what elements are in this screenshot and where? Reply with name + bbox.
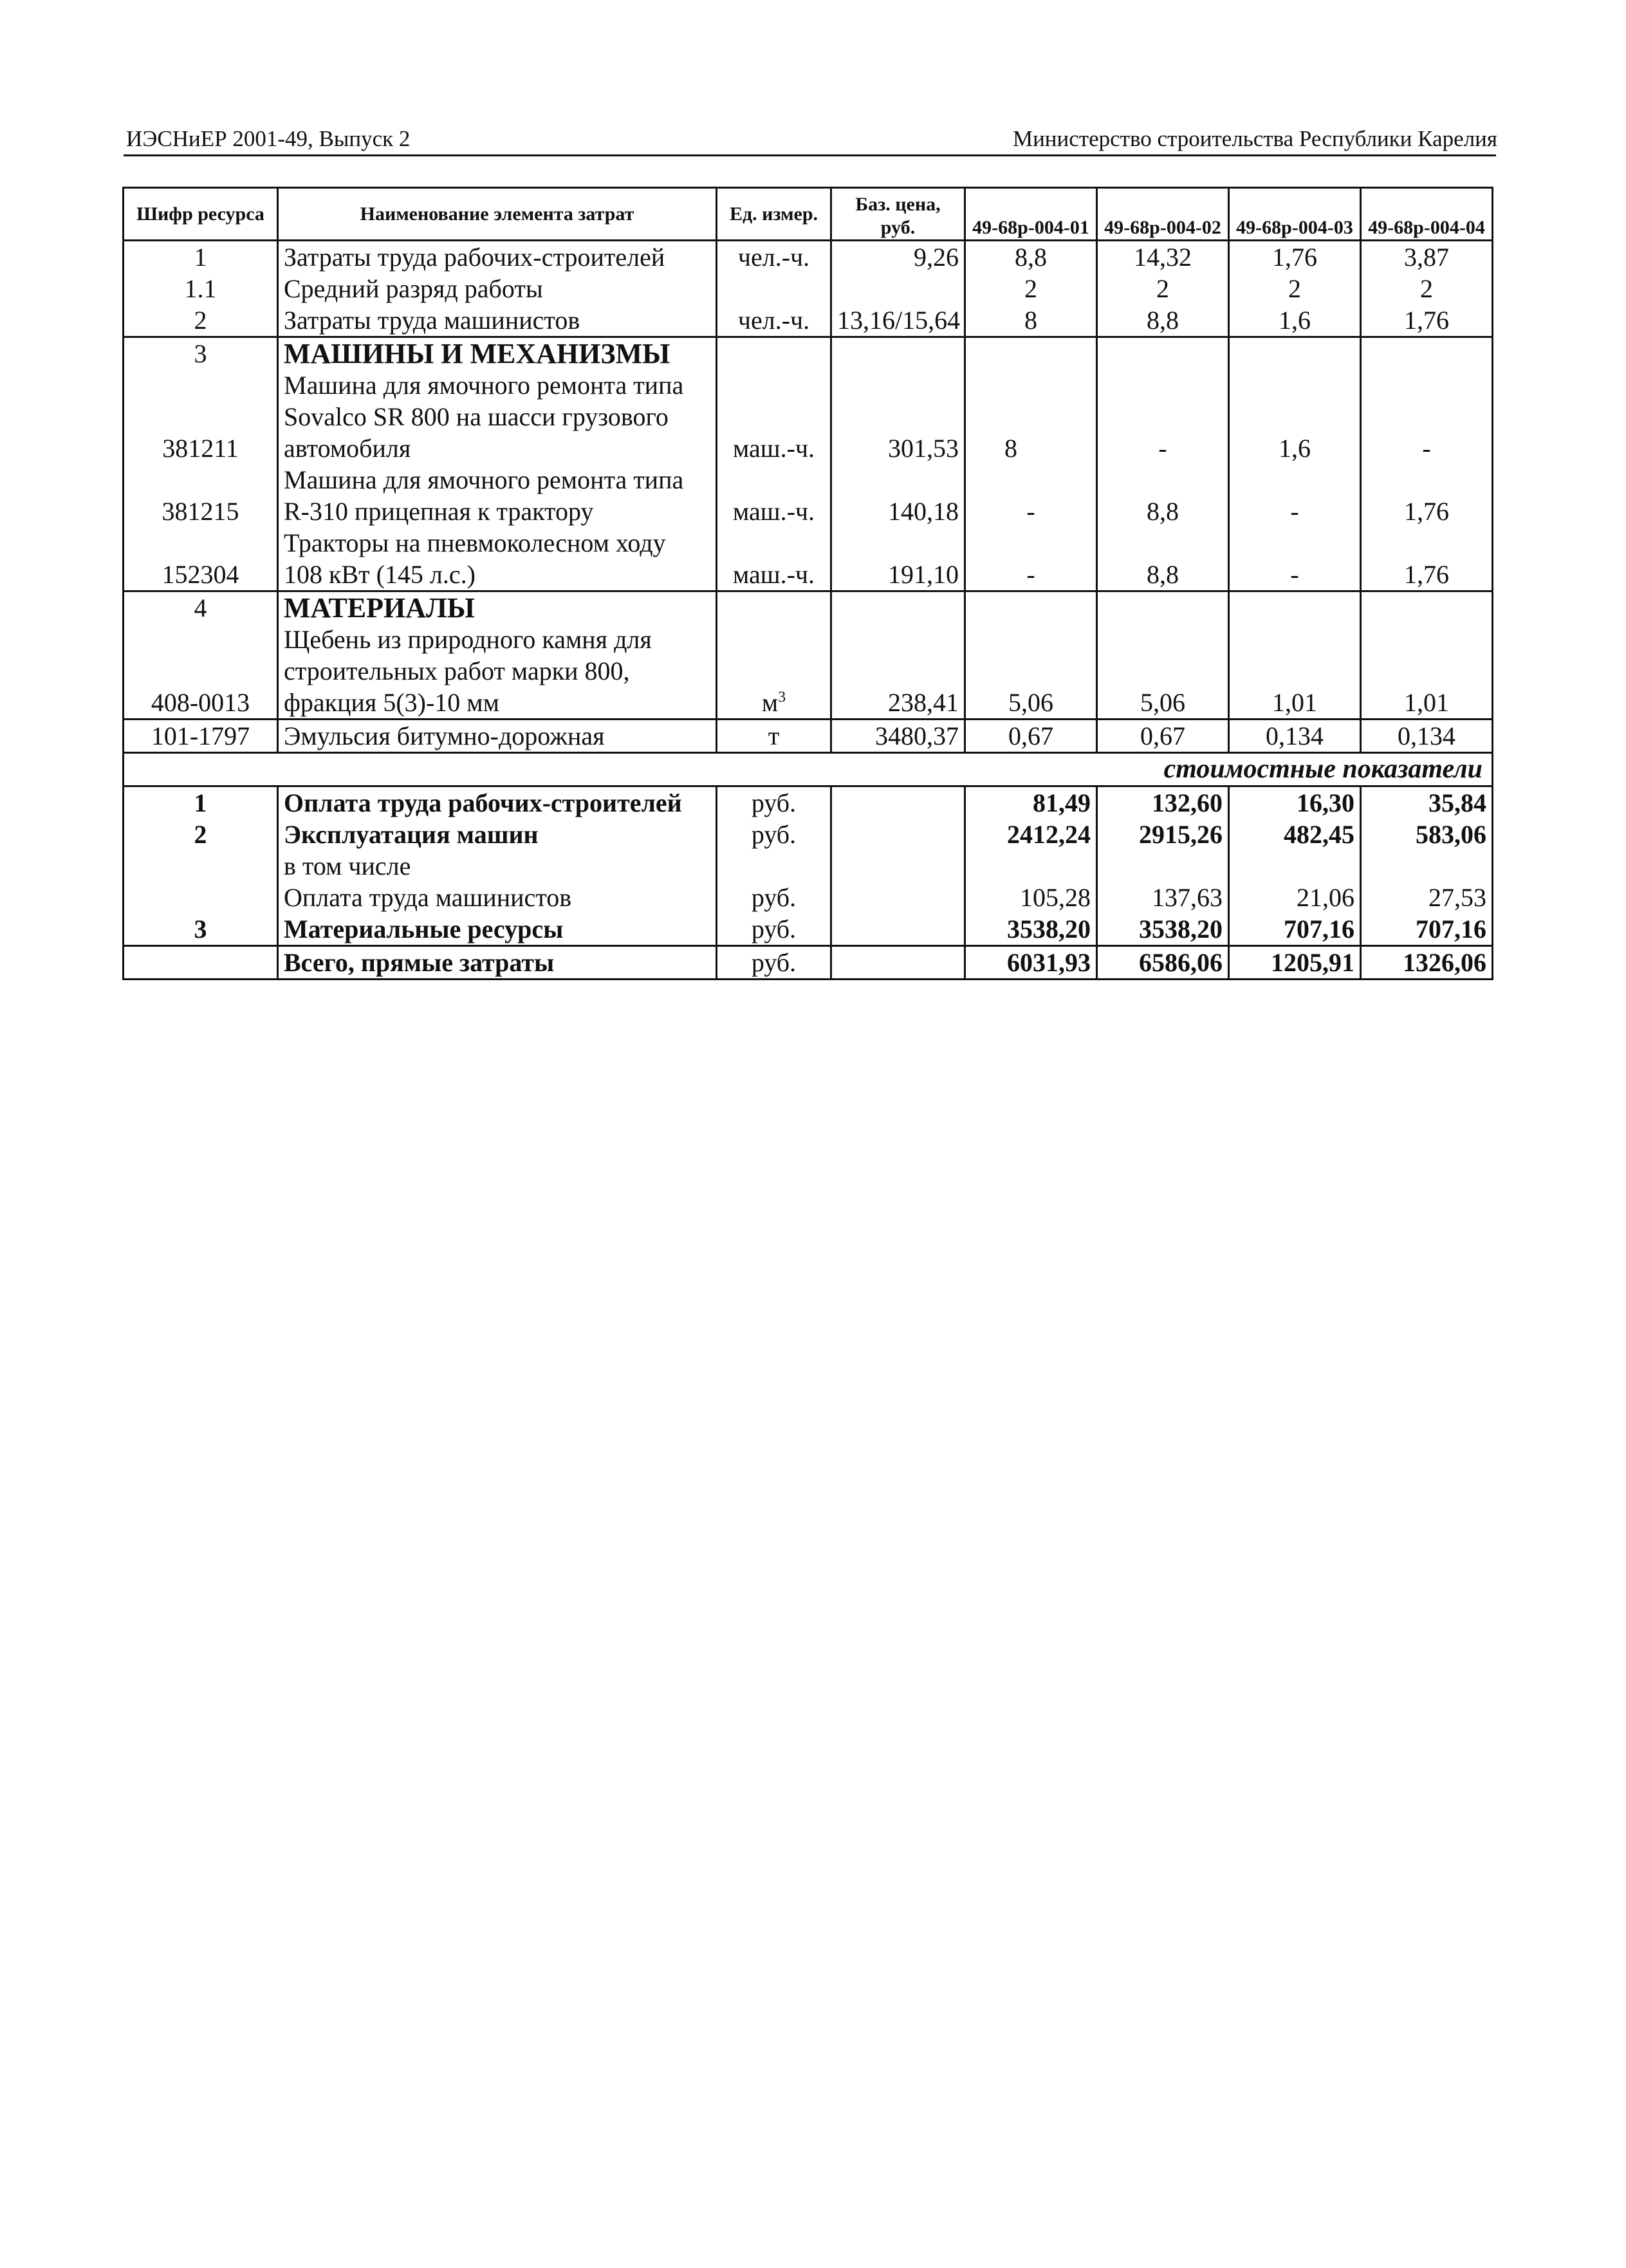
cell-code: 381215 — [124, 496, 278, 527]
cell-v3: 16,30 — [1229, 786, 1361, 819]
table-row — [124, 369, 1493, 401]
cell-v1: - — [965, 559, 1097, 591]
cell-v1: 0,67 — [965, 720, 1097, 753]
cell-v4: 3,87 — [1361, 241, 1493, 274]
cell-price: 238,41 — [831, 687, 965, 720]
cell-v1: 5,06 — [965, 687, 1097, 720]
col-header-code: Шифр ресурса — [124, 188, 278, 241]
table-row — [124, 720, 1493, 753]
cell-unit: чел.-ч. — [717, 304, 831, 337]
cell-v4: 35,84 — [1361, 786, 1493, 819]
resource-estimate-table — [122, 187, 1493, 980]
cell-v2: 137,63 — [1097, 882, 1229, 913]
document-header-left: ИЭСНиЕР 2001-49, Выпуск 2 — [126, 126, 411, 151]
cell-code: 408-0013 — [124, 687, 278, 720]
cell-name: Затраты труда рабочих-строителей — [278, 241, 717, 274]
cell-v2: 5,06 — [1097, 687, 1229, 720]
unit-base: м — [761, 688, 779, 717]
cell-v2: 2 — [1097, 273, 1229, 304]
header-divider — [124, 154, 1496, 156]
table-row — [124, 850, 1493, 882]
cell-name: Средний разряд работы — [278, 273, 717, 304]
cell-name: Машина для ямочного ремонта типа — [278, 464, 717, 496]
cell-name: R-310 прицепная к трактору — [278, 496, 717, 527]
col-header-v2: 49-68р-004-02 — [1097, 188, 1229, 241]
cell-v2: 0,67 — [1097, 720, 1229, 753]
cell-name: Тракторы на пневмоколесном ходу — [278, 527, 717, 559]
cell-v4: 1326,06 — [1361, 946, 1493, 980]
document-header-right: Министерство строительства Республики Карелия — [1012, 126, 1497, 151]
cell-v4: - — [1361, 432, 1493, 464]
cell-code: 381211 — [124, 432, 278, 464]
cell-v2: 3538,20 — [1097, 913, 1229, 946]
cost-section-title: стоимостные показатели — [124, 753, 1493, 786]
cell-unit: маш.-ч. — [717, 432, 831, 464]
table-row — [124, 241, 1493, 274]
table-row — [124, 655, 1493, 687]
cell-price: 3480,37 — [831, 720, 965, 753]
cell-unit: руб. — [717, 819, 831, 850]
table-row — [124, 624, 1493, 655]
table-row — [124, 496, 1493, 527]
cell-name: Машина для ямочного ремонта типа — [278, 369, 717, 401]
table-row — [124, 591, 1493, 624]
cell-price: 191,10 — [831, 559, 965, 591]
table-row — [124, 786, 1493, 819]
table-row — [124, 401, 1493, 432]
cell-code: 2 — [124, 819, 278, 850]
cell-v1: - — [965, 496, 1097, 527]
cell-code: 101-1797 — [124, 720, 278, 753]
cell-unit: руб. — [717, 786, 831, 819]
cell-v4: 1,01 — [1361, 687, 1493, 720]
cell-v3: 21,06 — [1229, 882, 1361, 913]
cell-name: Всего, прямые затраты — [278, 946, 717, 980]
cell-name: фракция 5(3)-10 мм — [278, 687, 717, 720]
cell-unit: руб. — [717, 882, 831, 913]
section-heading-materials: МАТЕРИАЛЫ — [278, 591, 717, 624]
cell-unit: руб. — [717, 946, 831, 980]
cell-v3: 1205,91 — [1229, 946, 1361, 980]
cell-price: 301,53 — [831, 432, 965, 464]
cell-code: 1 — [124, 241, 278, 274]
table-row — [124, 527, 1493, 559]
cell-code: 1.1 — [124, 273, 278, 304]
table-row — [124, 304, 1493, 337]
cell-v3: 1,6 — [1229, 432, 1361, 464]
cell-name: автомобиля — [278, 432, 717, 464]
cell-name: Щебень из природного камня для — [278, 624, 717, 655]
cell-v1: 6031,93 — [965, 946, 1097, 980]
section-heading-machines: МАШИНЫ И МЕХАНИЗМЫ — [278, 337, 717, 370]
col-header-name: Наименование элемента затрат — [278, 188, 717, 241]
table-row — [124, 913, 1493, 946]
cell-v1: 8 — [965, 432, 1097, 464]
cell-name: Эксплуатация машин — [278, 819, 717, 850]
col-header-unit: Ед. измер. — [717, 188, 831, 241]
table-row — [124, 464, 1493, 496]
cell-name: Материальные ресурсы — [278, 913, 717, 946]
cell-v1: 3538,20 — [965, 913, 1097, 946]
col-header-v1: 49-68р-004-01 — [965, 188, 1097, 241]
cell-v2: 132,60 — [1097, 786, 1229, 819]
cell-unit: чел.-ч. — [717, 241, 831, 274]
cell-v4: 583,06 — [1361, 819, 1493, 850]
cell-v4: 2 — [1361, 273, 1493, 304]
table-row — [124, 432, 1493, 464]
cell-code: 3 — [124, 913, 278, 946]
cell-code: 2 — [124, 304, 278, 337]
table-row — [124, 273, 1493, 304]
table-row — [124, 559, 1493, 591]
cell-unit: т — [717, 720, 831, 753]
cell-v2: 8,8 — [1097, 304, 1229, 337]
cell-v4: 707,16 — [1361, 913, 1493, 946]
cell-v2: 8,8 — [1097, 496, 1229, 527]
cell-code: 3 — [124, 337, 278, 370]
cell-v3: 1,76 — [1229, 241, 1361, 274]
col-header-price: Баз. цена, руб. — [831, 188, 965, 241]
cell-price: 140,18 — [831, 496, 965, 527]
cell-v2: 2915,26 — [1097, 819, 1229, 850]
cell-v4: 1,76 — [1361, 496, 1493, 527]
cell-v3: 2 — [1229, 273, 1361, 304]
cell-v2: 14,32 — [1097, 241, 1229, 274]
unit-exponent: 3 — [778, 689, 786, 706]
cell-v1: 8,8 — [965, 241, 1097, 274]
cell-v1: 2 — [965, 273, 1097, 304]
cell-v3: 482,45 — [1229, 819, 1361, 850]
cell-v1: 105,28 — [965, 882, 1097, 913]
cell-v4: 1,76 — [1361, 559, 1493, 591]
table-row — [124, 882, 1493, 913]
cell-v2: - — [1097, 432, 1229, 464]
cell-v3: 1,01 — [1229, 687, 1361, 720]
cell-v3: - — [1229, 496, 1361, 527]
cell-name: Оплата труда машинистов — [278, 882, 717, 913]
cell-name: строительных работ марки 800, — [278, 655, 717, 687]
cell-name: 108 кВт (145 л.с.) — [278, 559, 717, 591]
cell-name: Оплата труда рабочих-строителей — [278, 786, 717, 819]
cell-v1: 8 — [965, 304, 1097, 337]
cell-v2: 6586,06 — [1097, 946, 1229, 980]
col-header-v4: 49-68р-004-04 — [1361, 188, 1493, 241]
cell-code: 1 — [124, 786, 278, 819]
cost-section-header-row — [124, 753, 1493, 786]
cell-name: в том числе — [278, 850, 717, 882]
total-row — [124, 946, 1493, 980]
table-row — [124, 687, 1493, 720]
cell-unit: руб. — [717, 913, 831, 946]
cell-code: 152304 — [124, 559, 278, 591]
cell-v3: 707,16 — [1229, 913, 1361, 946]
cell-price: 13,16/15,64 — [831, 304, 965, 337]
cell-v1: 81,49 — [965, 786, 1097, 819]
cell-v4: 1,76 — [1361, 304, 1493, 337]
cell-price: 9,26 — [831, 241, 965, 274]
cell-name: Sovalco SR 800 на шасси грузового — [278, 401, 717, 432]
cell-v3: 0,134 — [1229, 720, 1361, 753]
table-row — [124, 819, 1493, 850]
cell-unit: маш.-ч. — [717, 496, 831, 527]
cell-v1: 2412,24 — [965, 819, 1097, 850]
table-row — [124, 337, 1493, 370]
cell-v2: 8,8 — [1097, 559, 1229, 591]
cell-v4: 0,134 — [1361, 720, 1493, 753]
cell-name: Затраты труда машинистов — [278, 304, 717, 337]
cell-name: Эмульсия битумно-дорожная — [278, 720, 717, 753]
cell-unit — [717, 687, 831, 720]
cell-v3: - — [1229, 559, 1361, 591]
cell-unit: маш.-ч. — [717, 559, 831, 591]
col-header-v3: 49-68р-004-03 — [1229, 188, 1361, 241]
cell-v3: 1,6 — [1229, 304, 1361, 337]
cell-code: 4 — [124, 591, 278, 624]
cell-v4: 27,53 — [1361, 882, 1493, 913]
table-header-row — [124, 188, 1493, 241]
